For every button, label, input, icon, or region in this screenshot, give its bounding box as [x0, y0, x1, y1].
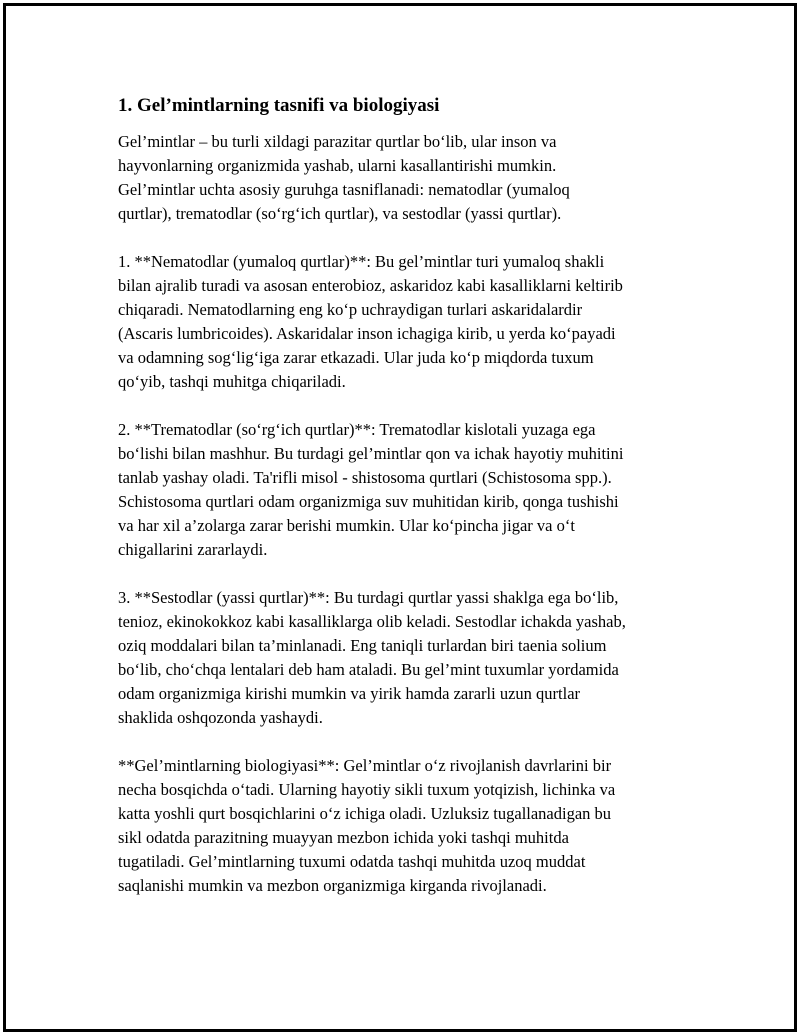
text-line: oziq moddalari bilan ta’minlanadi. Eng taniqli turlardan biri taenia solium [118, 636, 607, 655]
paragraph-trematodes [118, 418, 688, 562]
text-line: **Gel’mintlarning biologiyasi**: Gel’mintlar o‘z rivojlanish davrlarini bir [118, 756, 612, 775]
text-line: tanlab yashay oladi. Ta'rifli misol - shistosoma qurtlari (Schistosoma spp.). [118, 468, 612, 487]
text-line: bo‘lib, cho‘chqa lentalari deb ham ataladi. Bu gel’mint tuxumlar yordamida [118, 660, 619, 679]
text-line: va har xil a’zolarga zarar berishi mumkin. Ular ko‘pincha jigar va o‘t [118, 516, 575, 535]
paragraph-intro [118, 130, 688, 226]
text-line: saqlanishi mumkin va mezbon organizmiga kirganda rivojlanadi. [118, 876, 547, 895]
document-body [118, 92, 688, 922]
text-line: necha bosqichda o‘tadi. Ularning hayotiy sikli tuxum yotqizish, lichinka va [118, 780, 616, 799]
document-title: 1. Gel’mintlarning tasnifi va biologiyasi [118, 95, 440, 116]
text-line: katta yoshli qurt bosqichlarini o‘z ichiga oladi. Uzluksiz tugallanadigan bu [118, 804, 612, 823]
text-line: qo‘yib, tashqi muhitga chiqariladi. [118, 372, 346, 391]
text-line: 2. **Trematodlar (so‘rg‘ich qurtlar)**: Trematodlar kislotali yuzaga ega [118, 420, 596, 439]
paragraph-biology [118, 754, 688, 898]
text-line: bo‘lishi bilan mashhur. Bu turdagi gel’mintlar qon va ichak hayotiy muhitini [118, 444, 624, 463]
text-line: chiqaradi. Nematodlarning eng ko‘p uchraydigan turlari askaridalardir [118, 300, 583, 319]
text-line: chigallarini zararlaydi. [118, 540, 268, 559]
text-line: shaklida oshqozonda yashaydi. [118, 708, 323, 727]
text-line: va odamning sog‘lig‘iga zarar etkazadi. Ular juda ko‘p miqdorda tuxum [118, 348, 594, 367]
text-line: bilan ajralib turadi va asosan enterobioz, askaridoz kabi kasalliklarni keltirib [118, 276, 623, 295]
text-line: odam organizmiga kirishi mumkin va yirik hamda zararli uzun qurtlar [118, 684, 581, 703]
text-line: tenioz, ekinokokkoz kabi kasalliklarga olib keladi. Sestodlar ichakda yashab, [118, 612, 626, 631]
text-line: Gel’mintlar uchta asosiy guruhga tasniflanadi: nematodlar (yumaloq [118, 180, 570, 199]
text-line: qurtlar), trematodlar (so‘rg‘ich qurtlar), va sestodlar (yassi qurtlar). [118, 204, 562, 223]
text-line: 1. **Nematodlar (yumaloq qurtlar)**: Bu gel’mintlar turi yumaloq shakli [118, 252, 605, 271]
text-line: tugatiladi. Gel’mintlarning tuxumi odatda tashqi muhitda uzoq muddat [118, 852, 586, 871]
text-line: (Ascaris lumbricoides). Askaridalar inson ichagiga kirib, u yerda ko‘payadi [118, 324, 616, 343]
text-line: Schistosoma qurtlari odam organizmiga suv muhitidan kirib, qonga tushishi [118, 492, 619, 511]
text-line: 3. **Sestodlar (yassi qurtlar)**: Bu turdagi qurtlar yassi shaklga ega bo‘lib, [118, 588, 619, 607]
paragraph-cestodes [118, 586, 688, 730]
text-line: Gel’mintlar – bu turli xildagi parazitar qurtlar bo‘lib, ular inson va [118, 132, 557, 151]
paragraph-nematodes [118, 250, 688, 394]
text-line: sikl odatda parazitning muayyan mezbon ichida yoki tashqi muhitda [118, 828, 569, 847]
text-line: hayvonlarning organizmida yashab, ularni kasallantirishi mumkin. [118, 156, 557, 175]
